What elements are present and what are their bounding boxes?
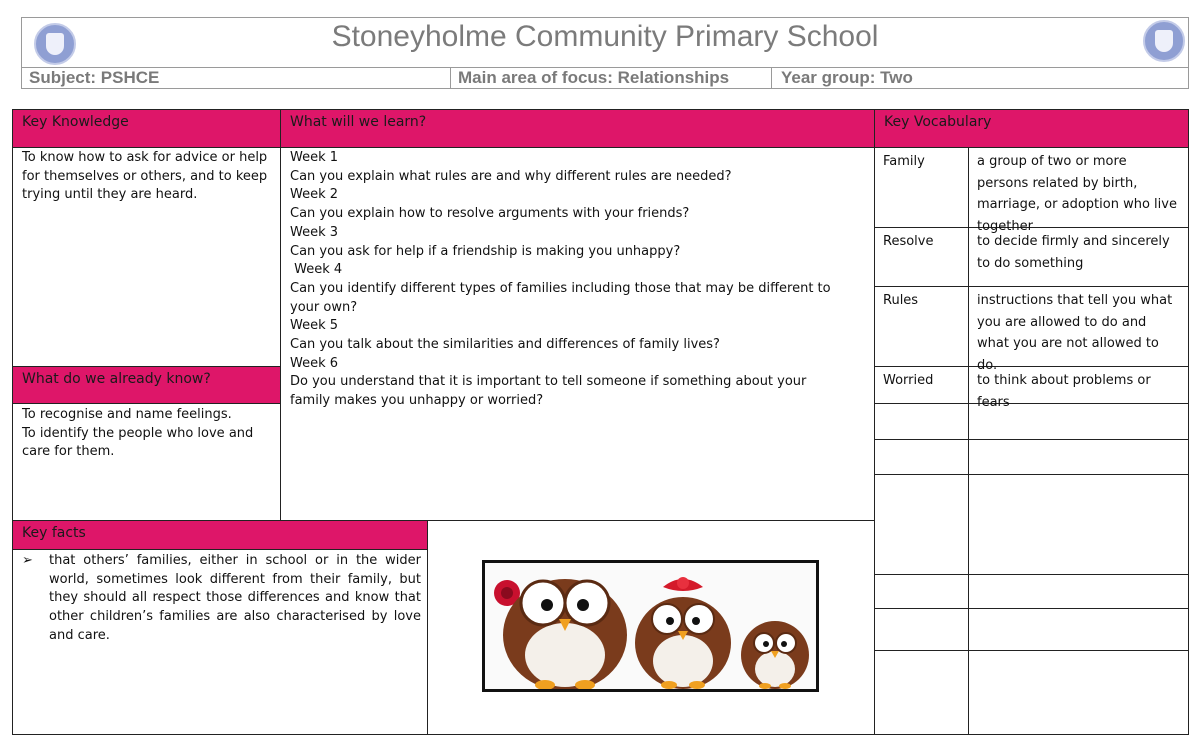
grid-line	[280, 109, 281, 521]
header-cell-divider	[771, 67, 772, 89]
week-label: Week 3	[290, 224, 339, 240]
focus-label: Main area of focus: Relationships	[458, 68, 730, 87]
school-crest-right-icon	[1143, 20, 1185, 62]
school-crest-left-icon	[34, 23, 76, 65]
week-label: Week 4	[290, 262, 343, 278]
key-knowledge-heading: Key Knowledge	[13, 110, 281, 147]
grid-line	[874, 650, 1189, 651]
grid-line	[12, 403, 281, 404]
key-facts-text: that others’ families, either in school or in the wider world, sometimes look different from their family, but they should all respect those differences and know that other children’s families are also characterised by love and care.	[49, 553, 421, 643]
grid-line	[1188, 109, 1189, 735]
vocab-term: Rules	[883, 293, 919, 308]
grid-line	[874, 109, 875, 735]
grid-line	[874, 574, 1189, 575]
owl-family-icon	[485, 563, 816, 689]
vocab-term: Resolve	[883, 234, 934, 249]
vocab-term: Worried	[883, 373, 934, 388]
week-question: Can you identify different types of families including those that may be different to your own?	[290, 280, 831, 315]
week-question: Can you explain how to resolve arguments with your friends?	[290, 206, 690, 222]
vocab-definition: instructions that tell you what you are allowed to do and what you are not allowed to do.	[977, 293, 1173, 373]
grid-line	[12, 109, 1189, 110]
grid-line	[427, 520, 428, 735]
grid-line	[874, 439, 1189, 440]
key-knowledge-text: To know how to ask for advice or help for themselves or others, and to keep trying until they are heard.	[22, 150, 268, 203]
vocab-definition: to decide firmly and sincerely to do something	[977, 234, 1170, 271]
arrow-bullet-icon: ➢	[22, 553, 33, 568]
grid-line	[12, 366, 281, 367]
key-vocabulary-heading: Key Vocabulary	[875, 110, 1188, 147]
grid-line	[874, 474, 1189, 475]
week-label: Week 1	[290, 150, 339, 165]
key-facts-heading: Key facts	[13, 521, 428, 549]
grid-line	[12, 109, 13, 735]
week-label: Week 2	[290, 187, 339, 203]
week-question: Can you talk about the similarities and differences of family lives?	[290, 337, 720, 353]
already-know-list	[22, 406, 274, 462]
week-question: Do you understand that it is important to tell someone if something about your family makes you unhappy or worried?	[290, 374, 807, 409]
what-will-we-learn-heading: What will we learn?	[281, 110, 875, 147]
vocab-definition: to think about problems or fears	[977, 373, 1151, 410]
grid-line	[12, 549, 428, 550]
vocab-definition: a group of two or more persons related by birth, marriage, or adoption who live together	[977, 154, 1177, 234]
weeks-list	[290, 149, 868, 411]
year-group-label: Year group: Two	[781, 68, 913, 87]
vocab-term: Family	[883, 154, 925, 169]
week-label: Week 6	[290, 355, 339, 371]
already-know-item: To identify the people who love and care for them.	[22, 425, 254, 460]
owl-family-picture	[482, 560, 819, 692]
grid-line	[12, 520, 875, 521]
already-know-heading: What do we already know?	[13, 367, 281, 403]
subject-label: Subject: PSHCE	[29, 68, 160, 87]
school-name: Stoneyholme Community Primary School	[331, 20, 879, 53]
grid-line	[12, 734, 1189, 735]
already-know-item: To recognise and name feelings.	[22, 407, 232, 422]
grid-line	[874, 608, 1189, 609]
week-label: Week 5	[290, 318, 339, 334]
week-question: Can you explain what rules are and why different rules are needed?	[290, 168, 732, 184]
week-question: Can you ask for help if a friendship is making you unhappy?	[290, 243, 681, 259]
